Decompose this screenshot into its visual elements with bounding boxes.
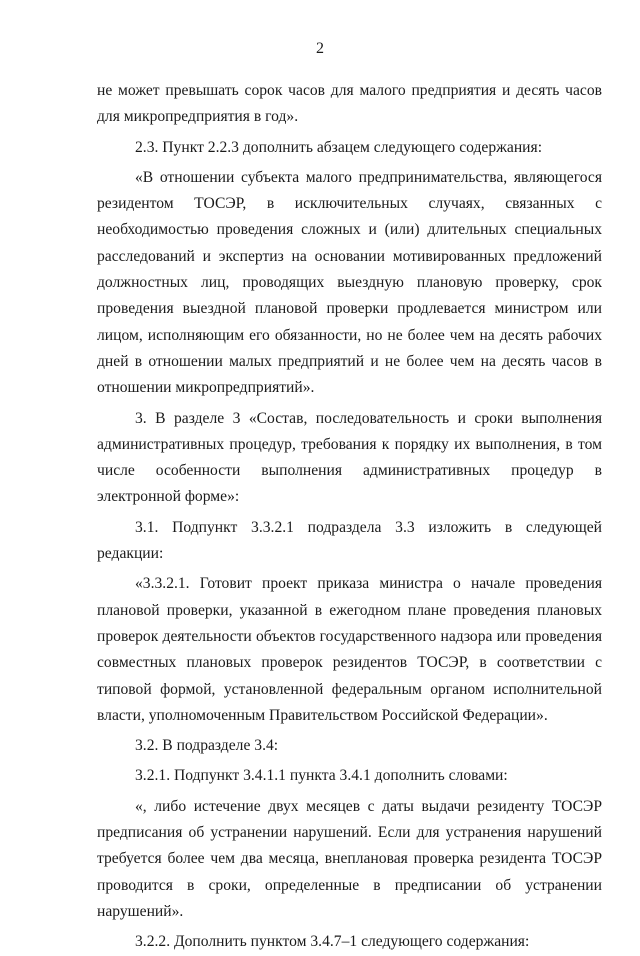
paragraph-item-3-2-2: 3.2.2. Дополнить пунктом 3.4.7–1 следующего содержания:	[135, 933, 530, 951]
page-number: 2	[316, 40, 324, 57]
paragraph-quote-2-2-3: «В отношении субъекта малого предпринимательства, являющегося резидентом ТОСЭР, в исключительных случаях, связанных с необходимостью проведения сложных и (или) длительных специальных расследований и экспертиз на основании мотивированных предложений должностных лиц, проводящих выездную плановую проверку, срок проведения выездной плановой проверки продлевается министром или лицом, исполняющим его обязанности, но не более чем на десять рабочих дней в отношении малых предприятий и не более чем на десять часов в отношении микропредприятий».	[97, 168, 602, 397]
document-body	[97, 78, 602, 956]
paragraph-item-3-2: 3.2. В подразделе 3.4:	[135, 737, 279, 755]
paragraph-item-3-2-1: 3.2.1. Подпункт 3.4.1.1 пункта 3.4.1 дополнить словами:	[135, 767, 508, 785]
paragraph-item-2-3: 2.3. Пункт 2.2.3 дополнить абзацем следующего содержания:	[135, 138, 543, 156]
paragraph-item-3: 3. В разделе 3 «Состав, последовательность и сроки выполнения административных процедур, требования к порядку их выполнения, в том числе особенности выполнения административных процедур в электронной форме»:	[97, 409, 602, 506]
paragraph-quote-3-3-2-1: «3.3.2.1. Готовит проект приказа министра о начале проведения плановой проверки, указанной в ежегодном плане проведения плановых проверок деятельности объектов государственного надзора или проведения совместных плановых проверок резидентов ТОСЭР, в соответствии с типовой формой, установленной федеральным органом исполнительной власти, уполномоченным Правительством Российской Федерации».	[97, 575, 602, 724]
paragraph-item-3-1: 3.1. Подпункт 3.3.2.1 подраздела 3.3 изложить в следующей редакции:	[97, 518, 602, 563]
paragraph-quote-3-4-1-1: «, либо истечение двух месяцев с даты выдачи резиденту ТОСЭР предписания об устранении нарушений. Если для устранения нарушений требуется более чем два месяца, внеплановая проверка резидента ТОСЭР проводится в сроки, определенные в предписании об устранении нарушений».	[97, 797, 602, 920]
paragraph-continuation: не может превышать сорок часов для малого предприятия и десять часов для микропредприятия в год».	[97, 82, 602, 126]
